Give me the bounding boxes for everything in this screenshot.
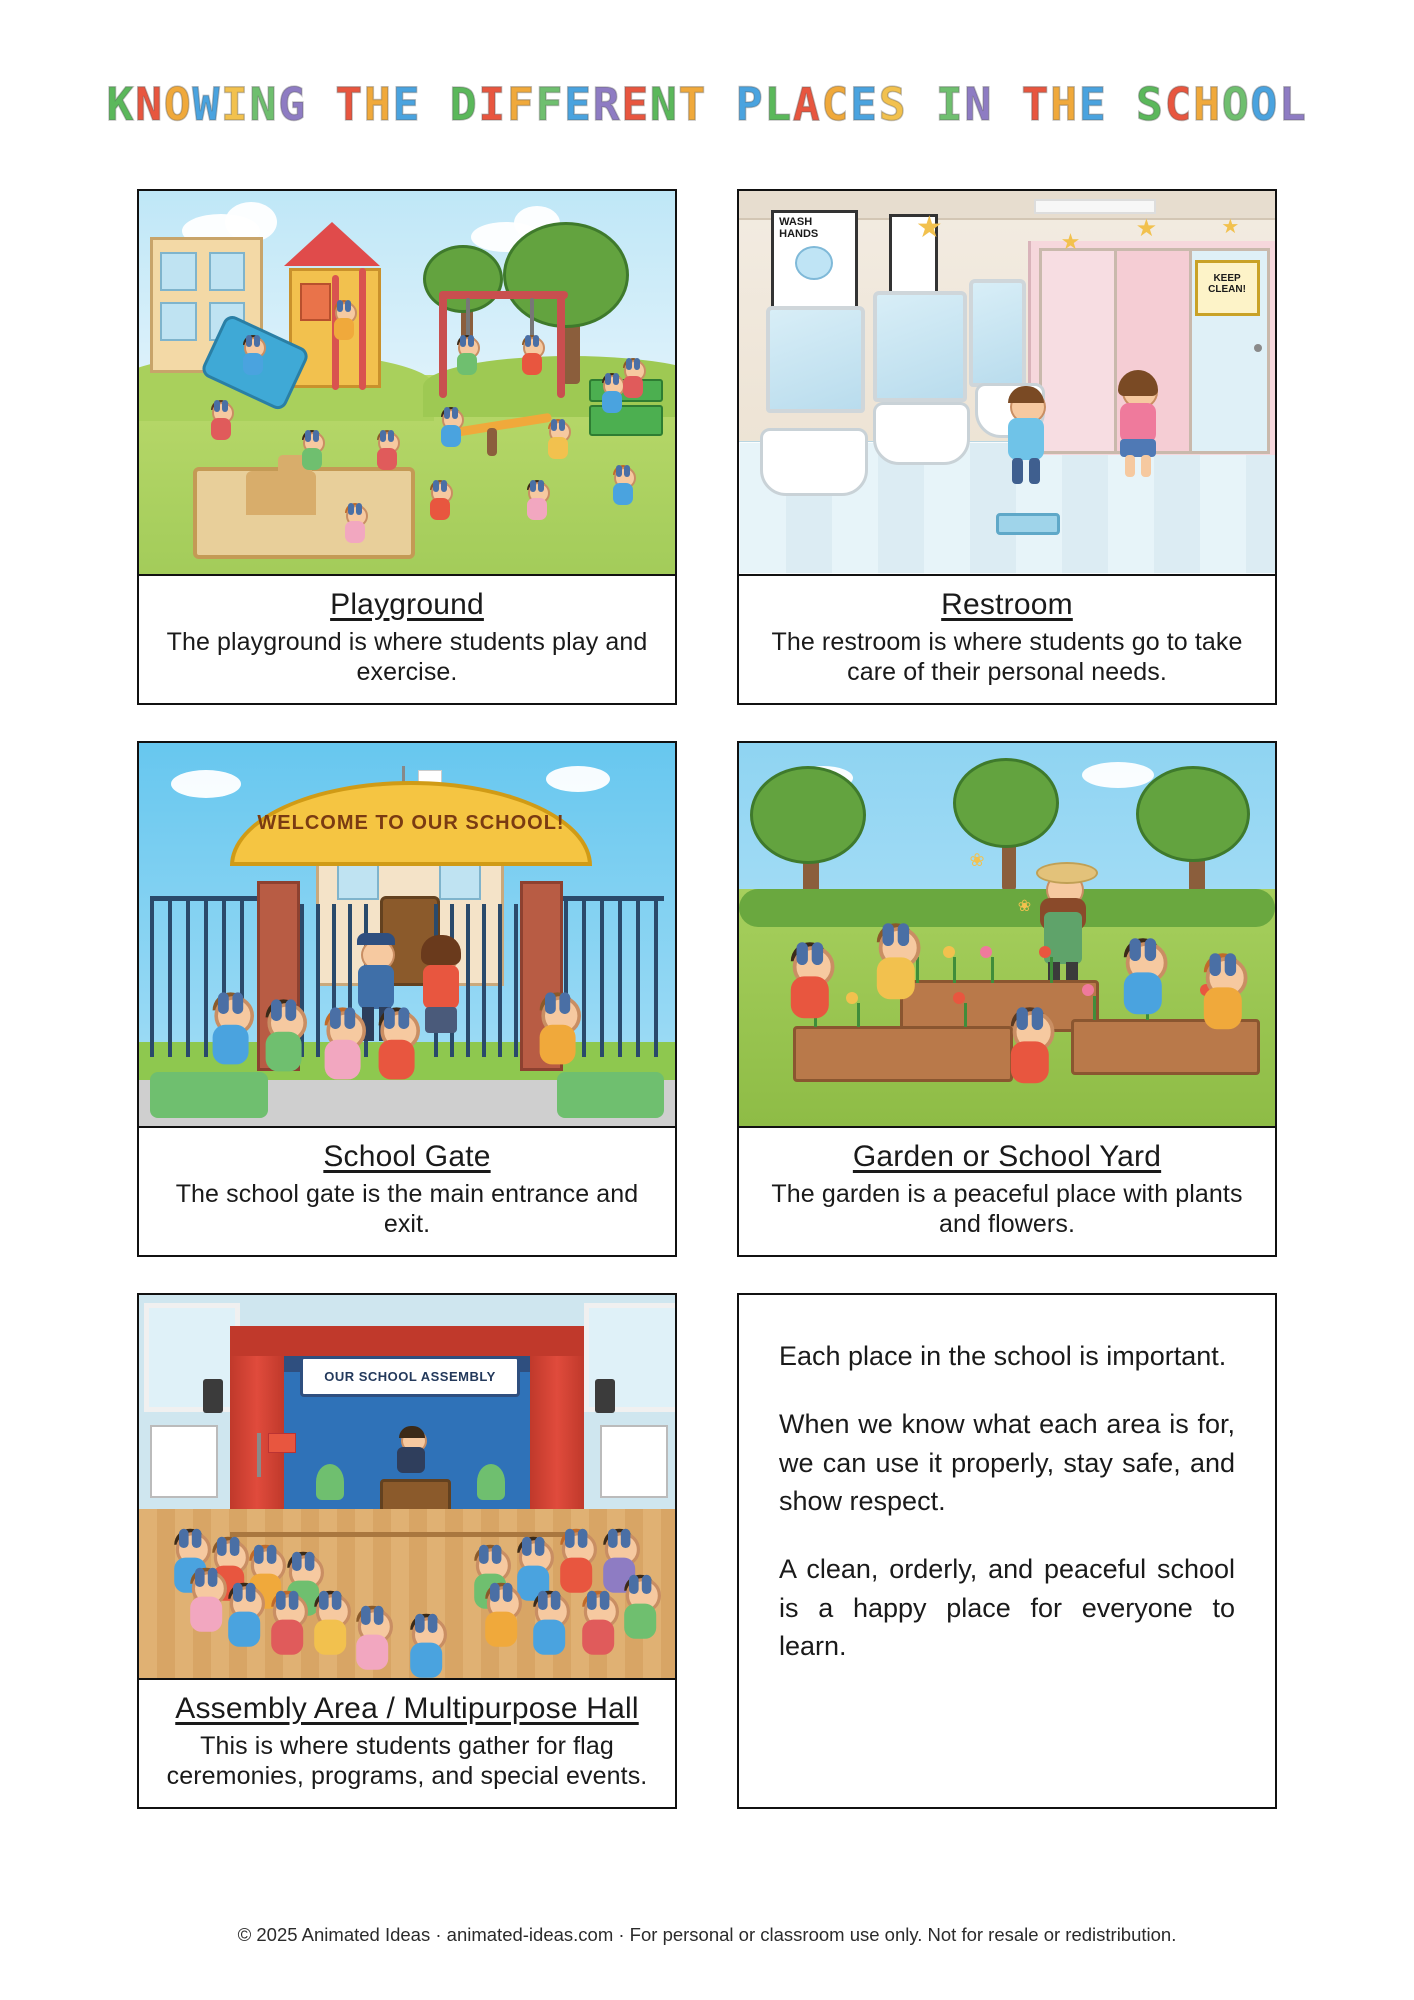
restroom-caption <box>739 576 1275 703</box>
restroom-title: Restroom <box>941 588 1073 621</box>
child-washing-hands <box>1002 390 1050 500</box>
restroom-illustration: WASH HANDS KEEP CLEAN! ★ ★ ★ ★ <box>739 191 1275 576</box>
welcome-banner-text: WELCOME TO OUR SCHOOL! <box>257 812 565 835</box>
keep-clean-poster <box>1195 260 1260 316</box>
wash-hands-poster-text: WASH HANDS <box>779 216 819 240</box>
assembly-description: This is where students gather for flag ceremonies, programs, and special events. <box>166 1732 648 1790</box>
assembly-banner-text: OUR SCHOOL ASSEMBLY <box>324 1369 496 1384</box>
school-gate-description: The school gate is the main entrance and exit. <box>175 1180 639 1238</box>
summary-text-box <box>737 1293 1277 1809</box>
card-assembly-area <box>137 1293 677 1809</box>
summary-paragraph-1: Each place in the school is important. <box>779 1341 1227 1371</box>
wash-hands-poster <box>771 210 857 316</box>
summary-paragraph-3: A clean, orderly, and peaceful school is a happy place for everyone to learn. <box>779 1554 1235 1661</box>
restroom-description: The restroom is where students go to take care of their personal needs. <box>771 628 1243 686</box>
footer-copyright: © 2025 Animated Ideas · animated-ideas.com · For personal or classroom use only. Not for resale or redistribution. <box>237 1924 1177 1945</box>
playground-illustration <box>139 191 675 576</box>
teacher <box>418 935 464 1055</box>
playground-description: The playground is where students play and exercise. <box>166 628 648 686</box>
garden-description: The garden is a peaceful place with plants and flowers. <box>771 1180 1243 1238</box>
assembly-caption <box>139 1680 675 1807</box>
playground-title: Playground <box>330 588 484 621</box>
card-playground <box>137 189 677 705</box>
school-gate-illustration <box>139 743 675 1128</box>
cards-grid <box>137 141 1277 1809</box>
garden-illustration: ❀ ❀ <box>739 743 1275 1128</box>
assembly-illustration <box>139 1295 675 1680</box>
playground-caption <box>139 576 675 703</box>
garden-caption <box>739 1128 1275 1255</box>
card-school-gate <box>137 741 677 1257</box>
garden-title: Garden or School Yard <box>852 1140 1162 1173</box>
school-gate-title: School Gate <box>323 1140 491 1173</box>
assembly-title: Assembly Area / Multipurpose Hall <box>175 1692 639 1725</box>
card-restroom <box>737 189 1277 705</box>
school-gate-caption <box>139 1128 675 1255</box>
assembly-banner <box>300 1356 520 1396</box>
child-waiting <box>1114 375 1162 493</box>
page-title: KNOWING THE DIFFERENT PLACES IN THE SCHOOL <box>106 78 1308 131</box>
keep-clean-poster-text: KEEP CLEAN! <box>1208 272 1246 295</box>
page-title-container <box>0 0 1414 141</box>
summary-paragraph-2: When we know what each area is for, we can use it properly, stay safe, and show respect. <box>779 1409 1235 1516</box>
card-garden <box>737 741 1277 1257</box>
